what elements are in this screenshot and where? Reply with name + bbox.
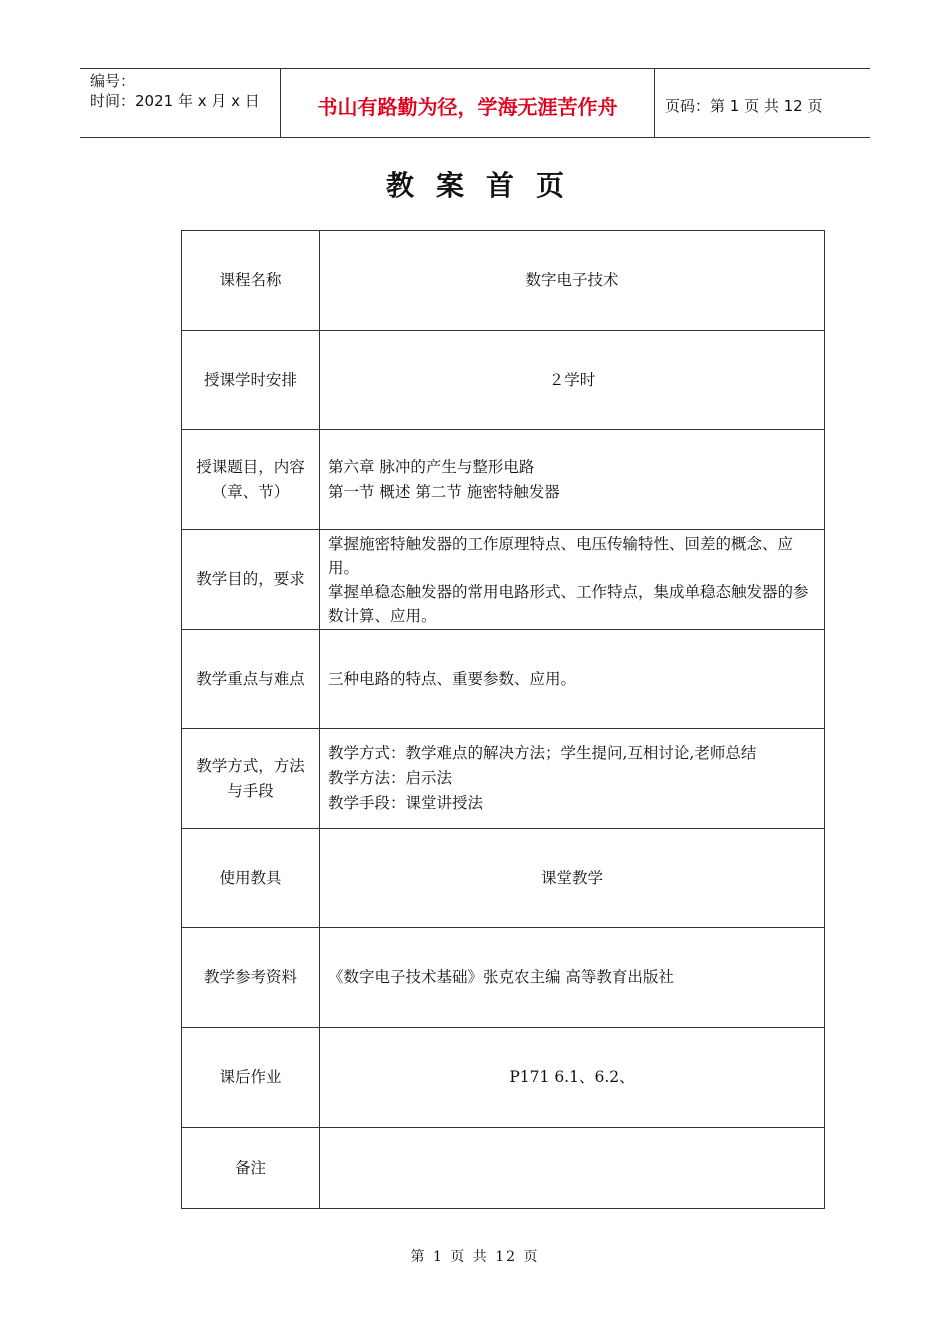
row-label: 授课学时安排 xyxy=(182,331,320,430)
time-label: 时间：2021 年 x 月 x 日 xyxy=(90,92,260,110)
row-value: P171 6.1、6.2、 xyxy=(320,1028,825,1128)
row-label: 课程名称 xyxy=(182,231,320,331)
row-label: 授课题目，内容（章、节） xyxy=(182,430,320,530)
table-row xyxy=(182,430,825,530)
row-label: 备注 xyxy=(182,1128,320,1209)
row-value: 《数字电子技术基础》张克农主编 高等教育出版社 xyxy=(320,928,825,1028)
table-row xyxy=(182,1028,825,1128)
row-label: 教学参考资料 xyxy=(182,928,320,1028)
header-meta xyxy=(80,69,281,137)
table-row xyxy=(182,231,825,331)
row-label: 课后作业 xyxy=(182,1028,320,1128)
row-label: 使用教具 xyxy=(182,829,320,928)
table-row xyxy=(182,928,825,1028)
table-row xyxy=(182,331,825,430)
table-row xyxy=(182,729,825,829)
row-label: 教学目的，要求 xyxy=(182,530,320,630)
row-value: 三种电路的特点、重要参数、应用。 xyxy=(320,630,825,729)
row-value: 课堂教学 xyxy=(320,829,825,928)
header-motto: 书山有路勤为径，学海无涯苦作舟 xyxy=(281,69,655,137)
number-label: 编号： xyxy=(90,72,136,90)
row-value: 第六章 脉冲的产生与整形电路 第一节 概述 第二节 施密特触发器 xyxy=(320,430,825,530)
table-row xyxy=(182,829,825,928)
table-row xyxy=(182,1128,825,1209)
page-footer: 第 1 页 共 12 页 xyxy=(410,1249,540,1265)
table-row xyxy=(182,630,825,729)
row-label: 教学重点与难点 xyxy=(182,630,320,729)
header-page-info: 页码：第 1 页 共 12 页 xyxy=(665,96,823,115)
table-row xyxy=(182,530,825,630)
row-value xyxy=(320,1128,825,1209)
document-title: 教案首页 xyxy=(385,169,586,202)
row-value: 掌握施密特触发器的工作原理特点、电压传输特性、回差的概念、应用。 掌握单稳态触发器的常用电路形式、工作特点，集成单稳态触发器的参数计算、应用。 xyxy=(320,530,825,630)
row-label: 教学方式，方法与手段 xyxy=(182,729,320,829)
row-value: 数字电子技术 xyxy=(320,231,825,331)
row-value: 教学方式：教学难点的解决方法；学生提问,互相讨论,老师总结 教学方法：启示法 教学手段：课堂讲授法 xyxy=(320,729,825,829)
page-header xyxy=(80,68,870,138)
lesson-plan-table xyxy=(181,230,825,1209)
row-value: ２学时 xyxy=(320,331,825,430)
